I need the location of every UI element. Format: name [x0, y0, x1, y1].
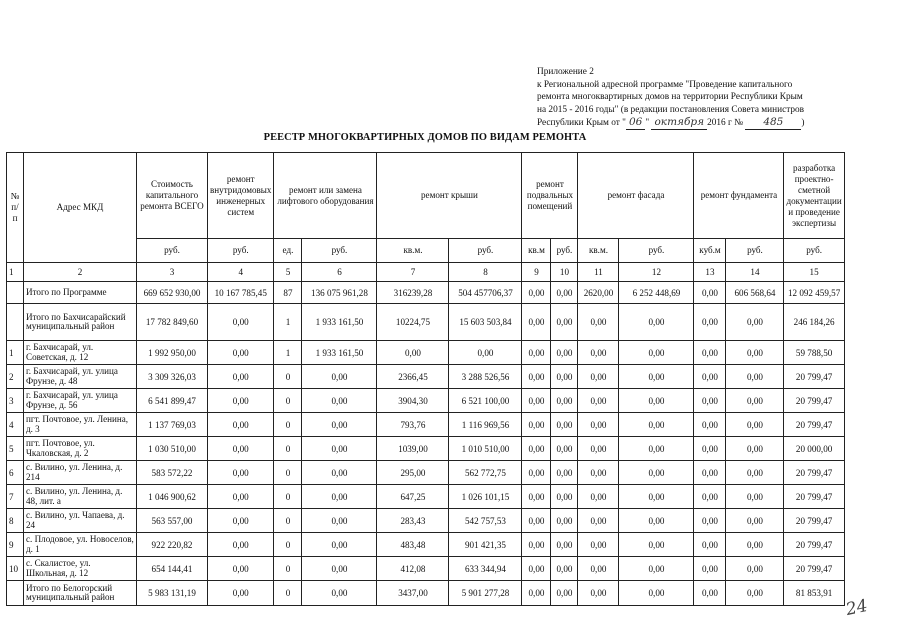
row-value: 0,00 [208, 485, 274, 509]
row-value: 59 788,50 [784, 341, 844, 365]
row-value: 0,00 [619, 485, 694, 509]
row-value: 1 030 510,00 [137, 437, 208, 461]
row-value: 1 010 510,00 [449, 437, 522, 461]
row-value: 0 [274, 365, 302, 389]
row-value: 0,00 [551, 389, 578, 413]
row-value: 0,00 [726, 533, 784, 557]
row-value: 0,00 [302, 557, 377, 581]
row-value: 0,00 [578, 461, 619, 485]
program-start-year: на 2015 [537, 104, 568, 115]
row-address: Итого по Бахчисарайский муниципальный район [24, 304, 137, 341]
row-value: 0,00 [208, 581, 274, 606]
row-value: 0,00 [694, 304, 726, 341]
appendix-line [537, 116, 867, 130]
row-number: 9 [7, 533, 24, 557]
column-number: 6 [302, 263, 377, 282]
row-value: 0,00 [694, 461, 726, 485]
row-number: 3 [7, 389, 24, 413]
column-number: 15 [784, 263, 844, 282]
row-number: 4 [7, 413, 24, 437]
row-value: 0,00 [619, 581, 694, 606]
row-value: 0,00 [522, 533, 551, 557]
unit-cell: руб. [619, 239, 694, 263]
row-value: 0 [274, 485, 302, 509]
appendix-block [537, 66, 867, 130]
row-value: 6 521 100,00 [449, 389, 522, 413]
row-value: 542 757,53 [449, 509, 522, 533]
row-value: 0,00 [551, 581, 578, 606]
row-value: 0,00 [208, 389, 274, 413]
row-value: 483,48 [377, 533, 449, 557]
row-value: 0,00 [551, 437, 578, 461]
appendix-text: Республики Крым от " [537, 118, 626, 129]
row-value: 0,00 [522, 485, 551, 509]
column-number: 10 [551, 263, 578, 282]
row-value: 0,00 [726, 485, 784, 509]
row-value: 647,25 [377, 485, 449, 509]
row-value: 20 799,47 [784, 557, 844, 581]
row-address: с. Скалистое, ул. Школьная, д. 12 [24, 557, 137, 581]
row-value: 0,00 [551, 533, 578, 557]
row-value: 606 568,64 [726, 282, 784, 304]
row-value: 0,00 [578, 485, 619, 509]
row-value: 0,00 [522, 282, 551, 304]
row-number: 1 [7, 341, 24, 365]
column-number: 2 [24, 263, 137, 282]
row-number: 7 [7, 485, 24, 509]
appendix-text: 2016 г № [707, 118, 744, 129]
table-row [7, 461, 845, 485]
row-value: 0 [274, 533, 302, 557]
row-value: 0,00 [208, 557, 274, 581]
row-address: с. Вилино, ул. Чапаева, д. 24 [24, 509, 137, 533]
column-number: 14 [726, 263, 784, 282]
row-value: 316239,28 [377, 282, 449, 304]
row-value: 0,00 [726, 341, 784, 365]
row-value: 0,00 [449, 341, 522, 365]
row-value: 2366,45 [377, 365, 449, 389]
row-value: 87 [274, 282, 302, 304]
row-value: 0,00 [302, 437, 377, 461]
row-address: г. Бахчисарай, ул. улица Фрунзе, д. 56 [24, 389, 137, 413]
row-address: г. Бахчисарай, ул. улица Фрунзе, д. 48 [24, 365, 137, 389]
appendix-line: к Региональной адресной программе "Проведение капитального [537, 79, 793, 90]
header-row [7, 153, 845, 239]
row-value: 1 046 900,62 [137, 485, 208, 509]
unit-cell: руб. [137, 239, 208, 263]
row-value: 20 799,47 [784, 461, 844, 485]
row-number [7, 282, 24, 304]
row-value: 0,00 [522, 304, 551, 341]
row-value: 1 [274, 341, 302, 365]
table-row [7, 389, 845, 413]
row-value: 0,00 [726, 509, 784, 533]
row-value: 0,00 [208, 413, 274, 437]
row-value: 0,00 [694, 413, 726, 437]
row-value: 283,43 [377, 509, 449, 533]
row-value: 12 092 459,57 [784, 282, 844, 304]
header-internal-systems: ремонт внутридомовых инженерных систем [208, 153, 274, 239]
row-address: с. Вилино, ул. Ленина, д. 48, лит. а [24, 485, 137, 509]
row-value: 0,00 [522, 509, 551, 533]
unit-cell: куб.м [694, 239, 726, 263]
row-value: 20 799,47 [784, 509, 844, 533]
row-value: 20 799,47 [784, 485, 844, 509]
row-value: 0,00 [551, 413, 578, 437]
unit-cell: руб. [784, 239, 844, 263]
row-value: 0,00 [694, 437, 726, 461]
row-value: 0,00 [551, 365, 578, 389]
row-value: 0,00 [208, 304, 274, 341]
row-value: 0,00 [578, 437, 619, 461]
row-value: 0,00 [551, 341, 578, 365]
row-value: 0,00 [208, 509, 274, 533]
row-number: 5 [7, 437, 24, 461]
row-value: 1 933 161,50 [302, 304, 377, 341]
row-value: 654 144,41 [137, 557, 208, 581]
row-value: 10 167 785,45 [208, 282, 274, 304]
row-value: 0,00 [522, 557, 551, 581]
row-value: 0,00 [578, 413, 619, 437]
row-value: 3904,30 [377, 389, 449, 413]
row-address: с. Плодовое, ул. Новоселов, д. 1 [24, 533, 137, 557]
row-value: 0,00 [522, 581, 551, 606]
header-design: разработка проектно-сметной документации и проведение экспертизы [784, 153, 844, 239]
row-value: 0 [274, 413, 302, 437]
header-foundation: ремонт фундамента [694, 153, 784, 239]
row-value: 20 000,00 [784, 437, 844, 461]
row-value: 0 [274, 437, 302, 461]
row-value: 504 457706,37 [449, 282, 522, 304]
header-num: № п/п [7, 153, 24, 263]
row-value: 0,00 [302, 581, 377, 606]
row-value: 922 220,82 [137, 533, 208, 557]
row-value: 0,00 [694, 485, 726, 509]
row-value: 5 983 131,19 [137, 581, 208, 606]
row-value: 0,00 [578, 389, 619, 413]
row-value: 0 [274, 389, 302, 413]
row-value: 1 [274, 304, 302, 341]
column-number: 3 [137, 263, 208, 282]
header-lift: ремонт или замена лифтового оборудования [274, 153, 377, 239]
row-value: 0,00 [522, 341, 551, 365]
row-number: 6 [7, 461, 24, 485]
row-value: 0,00 [522, 461, 551, 485]
row-value: 0,00 [551, 304, 578, 341]
row-value: 1 026 101,15 [449, 485, 522, 509]
row-value: 20 799,47 [784, 389, 844, 413]
row-value: 0,00 [694, 341, 726, 365]
column-number: 4 [208, 263, 274, 282]
row-value: 0,00 [302, 533, 377, 557]
row-value: 17 782 849,60 [137, 304, 208, 341]
row-value: 0,00 [726, 365, 784, 389]
row-value: 0,00 [619, 413, 694, 437]
row-value: 0,00 [694, 533, 726, 557]
row-value: 20 799,47 [784, 413, 844, 437]
unit-cell: руб. [726, 239, 784, 263]
appendix-line: Приложение 2 [537, 67, 594, 77]
row-value: 2620,00 [578, 282, 619, 304]
row-value: 6 541 899,47 [137, 389, 208, 413]
column-number: 9 [522, 263, 551, 282]
unit-cell: руб. [302, 239, 377, 263]
row-value: 81 853,91 [784, 581, 844, 606]
row-value: 0,00 [694, 282, 726, 304]
row-value: 0,00 [302, 461, 377, 485]
table-row [7, 437, 845, 461]
row-value: 0,00 [578, 557, 619, 581]
subtotal-row [7, 282, 845, 304]
row-value: 0,00 [726, 304, 784, 341]
row-value: 3 288 526,56 [449, 365, 522, 389]
handwritten-number: 485 [745, 116, 801, 130]
row-value: 10224,75 [377, 304, 449, 341]
row-value: 3 309 326,03 [137, 365, 208, 389]
column-number: 8 [449, 263, 522, 282]
row-value: 0,00 [551, 461, 578, 485]
row-value: 246 184,26 [784, 304, 844, 341]
row-value: 901 421,35 [449, 533, 522, 557]
row-value: 0,00 [726, 437, 784, 461]
appendix-text: - 2016 годы" (в редакции постановления Совета министров [567, 104, 805, 115]
row-value: 0,00 [578, 365, 619, 389]
row-value: 0,00 [619, 461, 694, 485]
row-value: 1039,00 [377, 437, 449, 461]
header-address: Адрес МКД [24, 153, 137, 263]
subtotal-row [7, 581, 845, 606]
row-value: 0,00 [619, 341, 694, 365]
column-number-row [7, 263, 845, 282]
row-address: Итого по Программе [24, 282, 137, 304]
row-value: 0 [274, 461, 302, 485]
row-value: 0,00 [578, 533, 619, 557]
row-value: 0,00 [726, 389, 784, 413]
row-value: 562 772,75 [449, 461, 522, 485]
row-address: с. Вилино, ул. Ленина, д. 214 [24, 461, 137, 485]
appendix-text: " [645, 118, 650, 129]
row-value: 0,00 [694, 509, 726, 533]
unit-cell: руб. [449, 239, 522, 263]
row-value: 0,00 [694, 389, 726, 413]
row-number: 8 [7, 509, 24, 533]
column-number: 7 [377, 263, 449, 282]
column-number: 13 [694, 263, 726, 282]
table-body [7, 282, 845, 606]
table-row [7, 341, 845, 365]
appendix-line: ремонта многоквартирных домов на территории Республики Крым [537, 92, 803, 103]
row-value: 0,00 [377, 341, 449, 365]
row-value: 0,00 [302, 485, 377, 509]
register-table [6, 152, 845, 606]
row-value: 0,00 [619, 557, 694, 581]
table-row [7, 365, 845, 389]
row-value: 0,00 [522, 389, 551, 413]
table-row [7, 509, 845, 533]
row-number [7, 581, 24, 606]
row-value: 793,76 [377, 413, 449, 437]
unit-cell: руб. [551, 239, 578, 263]
table-row [7, 413, 845, 437]
row-value: 0,00 [522, 365, 551, 389]
header-roof: ремонт крыши [377, 153, 522, 239]
row-value: 0,00 [578, 304, 619, 341]
row-value: 0,00 [578, 509, 619, 533]
row-value: 0,00 [551, 485, 578, 509]
header-facade: ремонт фасада [578, 153, 694, 239]
table-row [7, 557, 845, 581]
row-value: 0,00 [726, 461, 784, 485]
table-row [7, 485, 845, 509]
row-value: 0 [274, 557, 302, 581]
row-value: 1 933 161,50 [302, 341, 377, 365]
handwritten-page-number: 24 [844, 595, 870, 621]
appendix-line [537, 104, 867, 117]
row-value: 0,00 [619, 304, 694, 341]
row-value: 0,00 [302, 389, 377, 413]
row-value: 1 137 769,03 [137, 413, 208, 437]
unit-cell: ед. [274, 239, 302, 263]
row-value: 0,00 [726, 581, 784, 606]
row-address: пгт. Почтовое, ул. Ленина, д. 3 [24, 413, 137, 437]
row-number: 10 [7, 557, 24, 581]
row-number: 2 [7, 365, 24, 389]
row-value: 669 652 930,00 [137, 282, 208, 304]
header-basement: ремонт подвальных помещений [522, 153, 578, 239]
subtotal-row [7, 304, 845, 341]
row-value: 1 116 969,56 [449, 413, 522, 437]
column-number: 1 [7, 263, 24, 282]
row-value: 563 557,00 [137, 509, 208, 533]
handwritten-month: октября [651, 116, 707, 130]
row-value: 0 [274, 509, 302, 533]
row-value: 0,00 [522, 437, 551, 461]
unit-cell: кв.м. [578, 239, 619, 263]
unit-cell: кв.м. [377, 239, 449, 263]
row-value: 0,00 [302, 413, 377, 437]
row-value: 0 [274, 581, 302, 606]
row-value: 15 603 503,84 [449, 304, 522, 341]
column-number: 5 [274, 263, 302, 282]
row-value: 0,00 [208, 365, 274, 389]
row-value: 0,00 [619, 509, 694, 533]
row-value: 0,00 [208, 341, 274, 365]
column-number: 11 [578, 263, 619, 282]
row-value: 0,00 [208, 533, 274, 557]
row-value: 0,00 [694, 557, 726, 581]
row-value: 20 799,47 [784, 365, 844, 389]
row-value: 0,00 [578, 341, 619, 365]
row-value: 0,00 [726, 557, 784, 581]
row-value: 0,00 [619, 365, 694, 389]
unit-cell: кв.м [522, 239, 551, 263]
document-title: РЕЕСТР МНОГОКВАРТИРНЫХ ДОМОВ ПО ВИДАМ РЕМОНТА [263, 132, 587, 143]
row-value: 0,00 [302, 509, 377, 533]
handwritten-day: 06 [626, 116, 645, 130]
unit-cell: руб. [208, 239, 274, 263]
row-value: 583 572,22 [137, 461, 208, 485]
row-value: 0,00 [208, 437, 274, 461]
appendix-text: ) [801, 118, 805, 129]
row-value: 0,00 [551, 509, 578, 533]
row-number [7, 304, 24, 341]
row-value: 0,00 [619, 389, 694, 413]
row-value: 0,00 [619, 437, 694, 461]
row-address: Итого по Белогорский муниципальный район [24, 581, 137, 606]
row-value: 1 992 950,00 [137, 341, 208, 365]
row-value: 6 252 448,69 [619, 282, 694, 304]
row-value: 295,00 [377, 461, 449, 485]
row-value: 412,08 [377, 557, 449, 581]
row-value: 0,00 [694, 581, 726, 606]
row-value: 0,00 [208, 461, 274, 485]
row-value: 0,00 [522, 413, 551, 437]
header-total-cost: Стоимость капитального ремонта ВСЕГО [137, 153, 208, 239]
row-value: 0,00 [551, 282, 578, 304]
row-value: 0,00 [551, 557, 578, 581]
row-value: 136 075 961,28 [302, 282, 377, 304]
row-value: 633 344,94 [449, 557, 522, 581]
row-value: 0,00 [578, 581, 619, 606]
row-value: 5 901 277,28 [449, 581, 522, 606]
row-value: 0,00 [726, 413, 784, 437]
row-value: 3437,00 [377, 581, 449, 606]
row-address: пгт. Почтовое, ул. Чкаловская, д. 2 [24, 437, 137, 461]
column-number: 12 [619, 263, 694, 282]
table-row [7, 533, 845, 557]
row-value: 0,00 [302, 365, 377, 389]
row-value: 20 799,47 [784, 533, 844, 557]
row-address: г. Бахчисарай, ул. Советская, д. 12 [24, 341, 137, 365]
row-value: 0,00 [619, 533, 694, 557]
row-value: 0,00 [694, 365, 726, 389]
